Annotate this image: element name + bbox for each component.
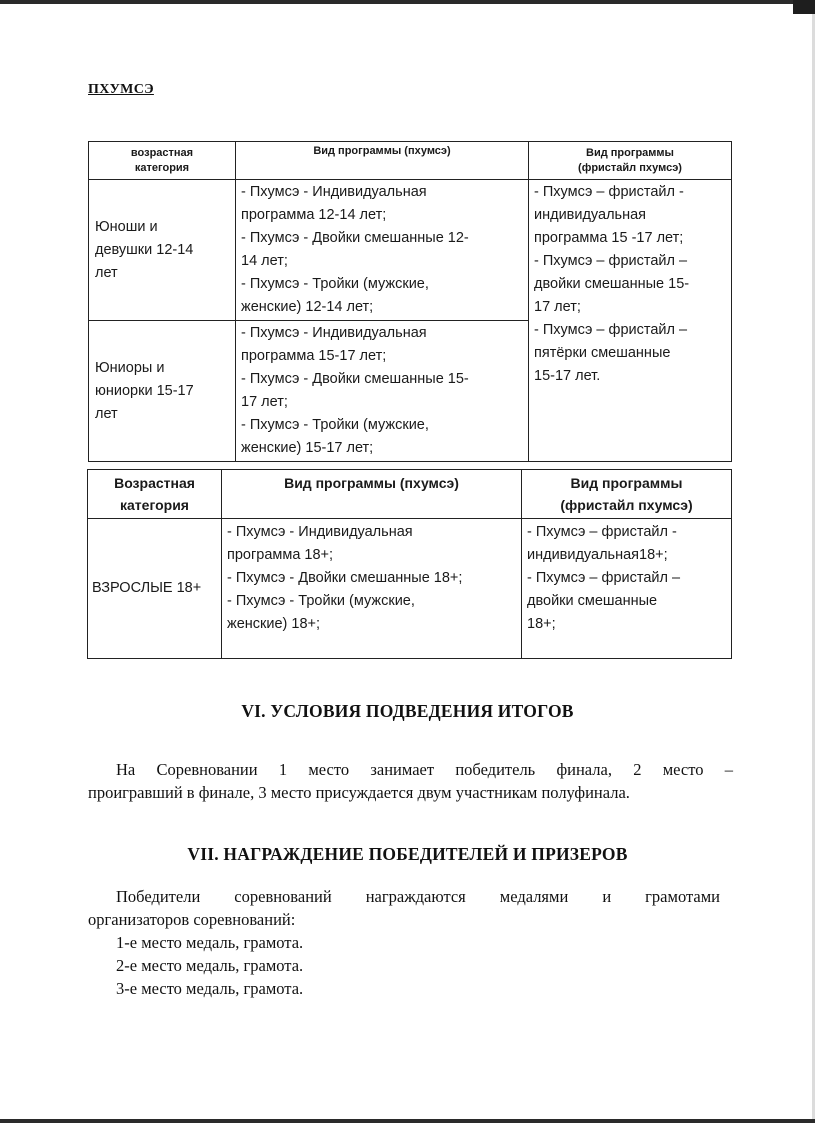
freestyle-cell: - Пхумсэ – фристайл - индивидуальная программа 15 -17 лет; - Пхумсэ – фристайл – двойки смешанные 15- 17 лет; - Пхумсэ – фристайл – пятёрки смешанные 15-17 лет.: [529, 180, 732, 462]
table-header-row: [89, 142, 732, 180]
program-table-youth: [88, 141, 732, 462]
award-place-1: 1-е место медаль, грамота.: [116, 933, 304, 952]
scan-edge-top: [0, 0, 815, 4]
category-cell: ВЗРОСЛЫЕ 18+: [88, 519, 222, 659]
category-cell: Юноши и девушки 12-14 лет: [89, 180, 236, 321]
program-cell: - Пхумсэ - Индивидуальная программа 12-14 лет; - Пхумсэ - Двойки смешанные 12- 14 лет; - Пхумсэ - Тройки (мужские, женские) 12-14 лет;: [236, 180, 529, 321]
program-table-adults: [87, 469, 732, 659]
header-program: Вид программы (пхумсэ): [222, 470, 522, 519]
table-header-row: [88, 470, 732, 519]
section-7-paragraph: Победители соревнований награждаются медалями и грамотами организаторов соревнований: 1-е место медаль, грамота. 2-е место медаль, грамота. 3-е место медаль, грамота.: [88, 887, 720, 998]
section-6-paragraph: На Соревновании 1 место занимает победитель финала, 2 место – проигравший в финале, 3 место присуждается двум участникам полуфинала.: [88, 760, 733, 802]
program-cell: - Пхумсэ - Индивидуальная программа 15-17 лет; - Пхумсэ - Двойки смешанные 15- 17 лет; - Пхумсэ - Тройки (мужские, женские) 15-17 лет;: [236, 321, 529, 462]
section-7-title: VII. НАГРАЖДЕНИЕ ПОБЕДИТЕЛЕЙ И ПРИЗЕРОВ: [187, 844, 628, 864]
header-category: Возрастная категория: [88, 470, 222, 519]
table-row: [88, 519, 732, 659]
award-place-3: 3-е место медаль, грамота.: [116, 979, 304, 998]
header-freestyle: Вид программы (фристайл пхумсэ): [529, 142, 732, 180]
header-program: Вид программы (пхумсэ): [236, 142, 529, 180]
category-cell: Юниоры и юниорки 15-17 лет: [89, 321, 236, 462]
header-category: возрастная категория: [89, 142, 236, 180]
scan-corner-mark: [793, 0, 815, 14]
table-row: [89, 180, 732, 321]
header-freestyle: Вид программы (фристайл пхумсэ): [522, 470, 732, 519]
scan-edge-bottom: [0, 1119, 815, 1123]
section-label: ПХУМСЭ: [88, 82, 154, 97]
section-6-title: VI. УСЛОВИЯ ПОДВЕДЕНИЯ ИТОГОВ: [241, 701, 574, 721]
freestyle-cell: - Пхумсэ – фристайл - индивидуальная18+; - Пхумсэ – фристайл – двойки смешанные 18+;: [522, 519, 732, 659]
award-place-2: 2-е место медаль, грамота.: [116, 956, 304, 975]
program-cell: - Пхумсэ - Индивидуальная программа 18+; - Пхумсэ - Двойки смешанные 18+; - Пхумсэ - Тройки (мужские, женские) 18+;: [222, 519, 522, 659]
